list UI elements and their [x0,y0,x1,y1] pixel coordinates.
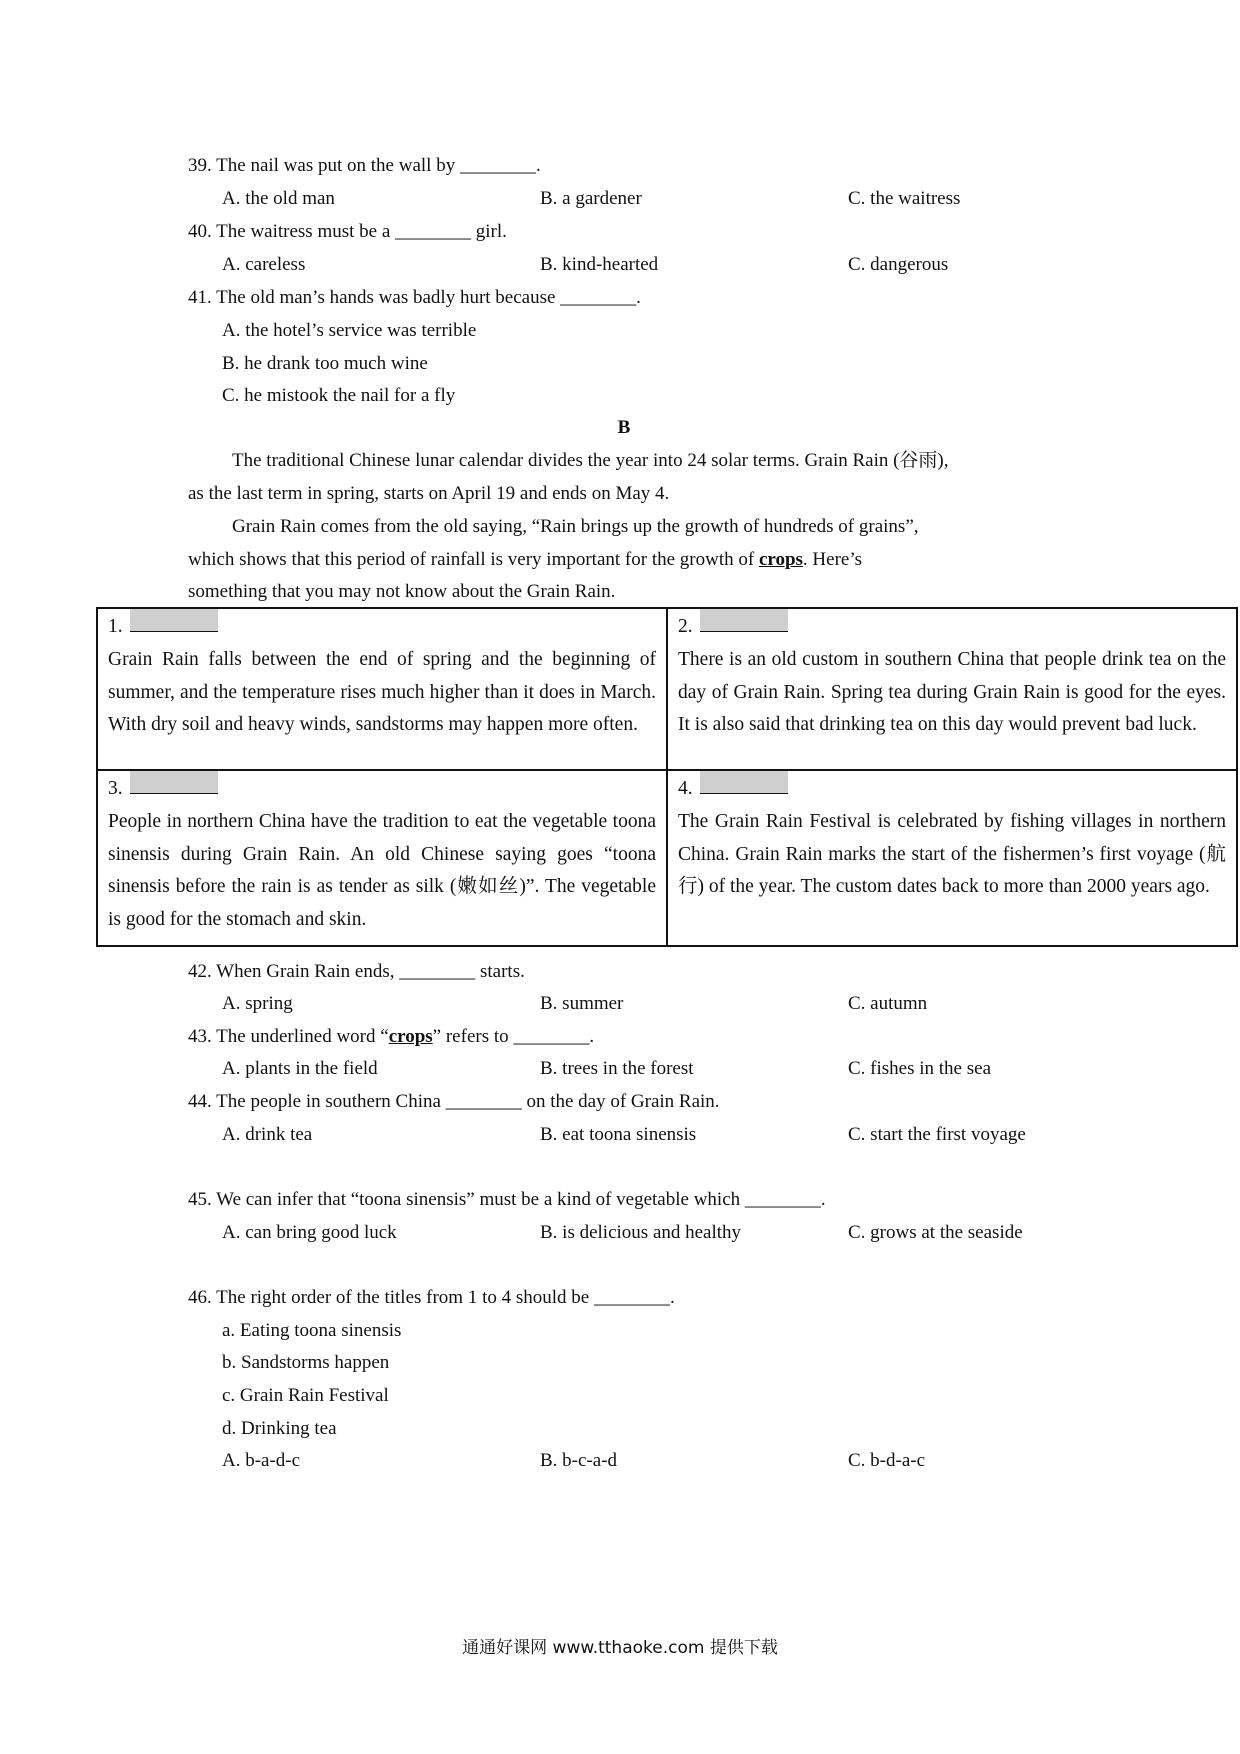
table-cell-2 [667,608,1237,770]
passage-paragraph-2 [188,511,1068,609]
question-41: 41. The old man’s hands was badly hurt because ________. [188,287,641,308]
q40-option-c: C. dangerous [848,254,949,275]
q44-option-c: C. start the first voyage [848,1124,1026,1145]
q39-option-c: C. the waitress [848,188,961,209]
q46-item-b: b. Sandstorms happen [222,1352,390,1373]
q41-option-b: B. he drank too much wine [222,353,428,374]
table-cell-3 [97,770,667,946]
q42-option-b: B. summer [540,993,624,1014]
passage-text: . Here’s [802,548,863,570]
q42-option-c: C. autumn [848,993,928,1014]
section-title: B [617,417,631,438]
cell-heading: 2. [678,609,1226,644]
q42-option-a: A. spring [222,993,293,1014]
q46-option-a: A. b-a-d-c [222,1450,301,1471]
q41-option-a: A. the hotel’s service was terrible [222,320,477,341]
cell-text: There is an old custom in southern China that people drink tea on the day of Grain Rain. Spring tea during Grain Rain is good for the eyes. It is also said that drinking tea on this day would prevent bad luck. [678,648,1226,736]
cell-heading: 4. [678,771,1226,806]
underlined-word-crops: crops [388,1026,433,1047]
q43-option-b: B. trees in the forest [540,1058,694,1079]
cell-heading: 1. [108,609,656,644]
passage-line: something that you may not know about the Grain Rain. [188,581,616,603]
q39-option-a: A. the old man [222,188,335,209]
title-blank [130,609,218,632]
cell-heading: 3. [108,771,656,806]
q40-option-a: A. careless [222,254,306,275]
question-39: 39. The nail was put on the wall by ________. [188,155,541,176]
q46-option-c: C. b-d-a-c [848,1450,926,1471]
grain-rain-table [96,607,1238,947]
q40-option-b: B. kind-hearted [540,254,659,275]
q46-item-a: a. Eating toona sinensis [222,1320,402,1341]
q43-option-a: A. plants in the field [222,1058,378,1079]
q45-option-b: B. is delicious and healthy [540,1222,742,1243]
q46-item-d: d. Drinking tea [222,1418,337,1439]
q46-option-b: B. b-c-a-d [540,1450,618,1471]
question-46: 46. The right order of the titles from 1 to 4 should be ________. [188,1287,675,1308]
q44-option-a: A. drink tea [222,1124,313,1145]
page-footer: 通通好课网 www.tthaoke.com 提供下载 [462,1638,778,1658]
table-cell-1 [97,608,667,770]
underlined-word-crops: crops [758,548,803,570]
q44-option-b: B. eat toona sinensis [540,1124,697,1145]
passage-line: The traditional Chinese lunar calendar divides the year into 24 solar terms. Grain Rain (谷雨), [232,450,949,471]
passage-line: Grain Rain comes from the old saying, “Rain brings up the growth of hundreds of grains”, [232,516,919,537]
question-44: 44. The people in southern China ________ on the day of Grain Rain. [188,1091,720,1112]
title-blank [700,609,788,632]
question-42: 42. When Grain Rain ends, ________ starts. [188,961,525,982]
question-45: 45. We can infer that “toona sinensis” must be a kind of vegetable which ________. [188,1189,826,1210]
passage-text: which shows that this period of rainfall is very important for the growth of [188,548,759,570]
table-cell-4 [667,770,1237,946]
q43-option-c: C. fishes in the sea [848,1058,992,1079]
q45-option-c: C. grows at the seaside [848,1222,1023,1243]
q41-option-c: C. he mistook the nail for a fly [222,385,456,406]
cell-text: The Grain Rain Festival is celebrated by fishing villages in northern China. Grain Rain marks the start of the fishermen’s first voyage (航行) of the year. The custom dates back to more than 2000 years ago. [678,810,1226,898]
cell-text: People in northern China have the tradition to eat the vegetable toona sinensis during Grain Rain. An old Chinese saying goes “toona sinensis before the rain is as tender as silk (嫩如丝)”. The vegetable is good for the stomach and skin. [108,810,656,931]
q39-option-b: B. a gardener [540,188,642,209]
q45-option-a: A. can bring good luck [222,1222,397,1243]
passage-line: as the last term in spring, starts on April 19 and ends on May 4. [188,482,670,504]
title-blank [130,771,218,794]
passage-line [188,544,1068,577]
title-blank [700,771,788,794]
question-43: 43. The underlined word “crops” refers to ________. [188,1026,595,1047]
question-40: 40. The waitress must be a ________ girl. [188,221,507,242]
cell-text: Grain Rain falls between the end of spring and the beginning of summer, and the temperature rises much higher than it does in March. With dry soil and heavy winds, sandstorms may happen more often. [108,648,656,736]
passage-paragraph-1 [188,445,1068,510]
q46-item-c: c. Grain Rain Festival [222,1385,389,1406]
